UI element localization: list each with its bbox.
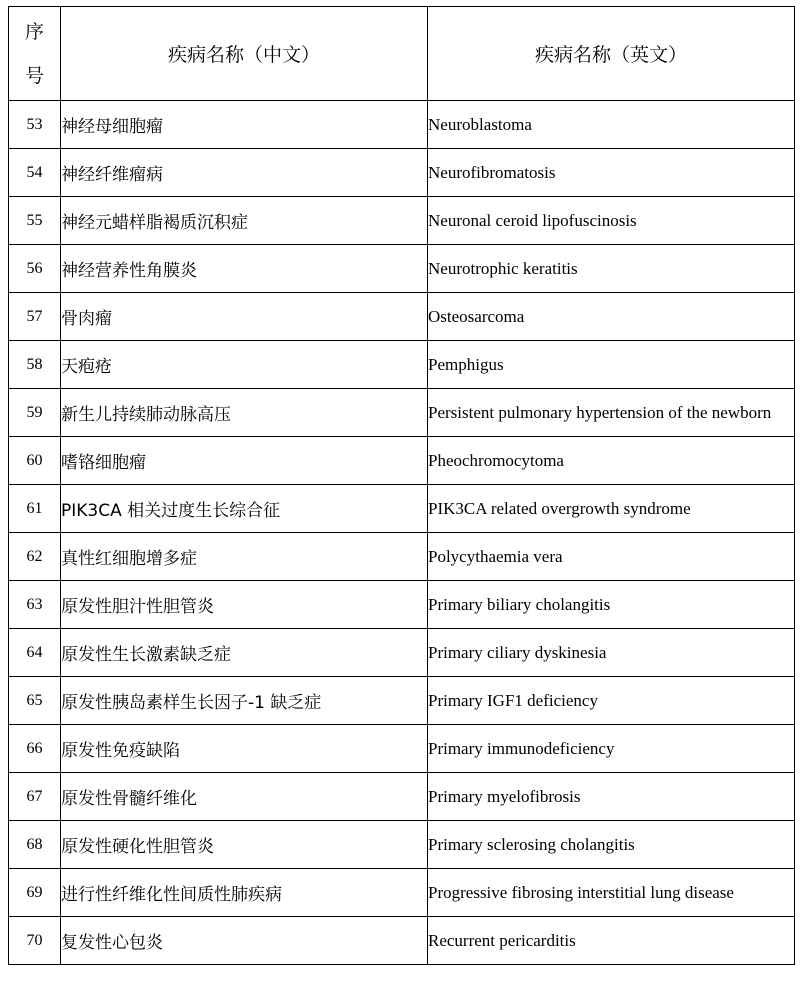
table-row xyxy=(9,821,795,869)
row-number: 56 xyxy=(9,245,61,293)
table-row xyxy=(9,629,795,677)
table-row xyxy=(9,341,795,389)
table-row xyxy=(9,917,795,965)
row-english-name: Neuroblastoma xyxy=(428,101,795,149)
row-number: 63 xyxy=(9,581,61,629)
row-chinese-name: 神经元蜡样脂褐质沉积症 xyxy=(61,197,428,245)
header-row xyxy=(9,7,795,101)
row-chinese-name: 原发性免疫缺陷 xyxy=(61,725,428,773)
row-english-name: Progressive fibrosing interstitial lung disease xyxy=(428,869,795,917)
row-number: 61 xyxy=(9,485,61,533)
row-english-name: Primary ciliary dyskinesia xyxy=(428,629,795,677)
table-row xyxy=(9,581,795,629)
row-english-name: Osteosarcoma xyxy=(428,293,795,341)
row-chinese-name: 原发性胰岛素样生长因子-1 缺乏症 xyxy=(61,677,428,725)
row-number: 70 xyxy=(9,917,61,965)
row-english-name: Polycythaemia vera xyxy=(428,533,795,581)
row-chinese-name: 神经营养性角膜炎 xyxy=(61,245,428,293)
row-chinese-name: 原发性骨髓纤维化 xyxy=(61,773,428,821)
row-number: 66 xyxy=(9,725,61,773)
row-chinese-name: 原发性胆汁性胆管炎 xyxy=(61,581,428,629)
row-number: 64 xyxy=(9,629,61,677)
row-chinese-name: 神经纤维瘤病 xyxy=(61,149,428,197)
row-number: 57 xyxy=(9,293,61,341)
header-number-line1: 序 xyxy=(24,20,44,43)
row-english-name: Primary biliary cholangitis xyxy=(428,581,795,629)
table-row xyxy=(9,437,795,485)
table-row xyxy=(9,485,795,533)
row-chinese-name: 骨肉瘤 xyxy=(61,293,428,341)
row-english-name: Persistent pulmonary hypertension of the newborn xyxy=(428,389,795,437)
table-row xyxy=(9,149,795,197)
row-number: 62 xyxy=(9,533,61,581)
table-row xyxy=(9,101,795,149)
row-english-name: Primary sclerosing cholangitis xyxy=(428,821,795,869)
row-english-name: Primary myelofibrosis xyxy=(428,773,795,821)
row-chinese-name: 真性红细胞增多症 xyxy=(61,533,428,581)
table-row xyxy=(9,869,795,917)
row-number: 60 xyxy=(9,437,61,485)
row-number: 58 xyxy=(9,341,61,389)
row-number: 55 xyxy=(9,197,61,245)
table-row xyxy=(9,533,795,581)
row-english-name: PIK3CA related overgrowth syndrome xyxy=(428,485,795,533)
row-number: 59 xyxy=(9,389,61,437)
disease-table xyxy=(8,6,795,965)
header-number xyxy=(9,7,61,101)
row-chinese-name: 原发性硬化性胆管炎 xyxy=(61,821,428,869)
table-row xyxy=(9,197,795,245)
row-number: 53 xyxy=(9,101,61,149)
row-english-name: Pemphigus xyxy=(428,341,795,389)
row-chinese-name: 嗜铬细胞瘤 xyxy=(61,437,428,485)
table-row xyxy=(9,725,795,773)
row-number: 69 xyxy=(9,869,61,917)
row-english-name: Neurotrophic keratitis xyxy=(428,245,795,293)
header-english-name: 疾病名称（英文） xyxy=(428,7,795,101)
table-header xyxy=(9,7,795,101)
row-english-name: Recurrent pericarditis xyxy=(428,917,795,965)
row-english-name: Primary immunodeficiency xyxy=(428,725,795,773)
row-english-name: Neurofibromatosis xyxy=(428,149,795,197)
row-chinese-name: 新生儿持续肺动脉高压 xyxy=(61,389,428,437)
row-number: 54 xyxy=(9,149,61,197)
row-chinese-name: 天疱疮 xyxy=(61,341,428,389)
table-row xyxy=(9,245,795,293)
table-body xyxy=(9,101,795,965)
row-english-name: Neuronal ceroid lipofuscinosis xyxy=(428,197,795,245)
table-row xyxy=(9,773,795,821)
table-row xyxy=(9,677,795,725)
row-chinese-name: PIK3CA 相关过度生长综合征 xyxy=(61,485,428,533)
header-number-line2: 号 xyxy=(24,64,44,87)
row-chinese-name: 复发性心包炎 xyxy=(61,917,428,965)
table-row xyxy=(9,293,795,341)
row-english-name: Primary IGF1 deficiency xyxy=(428,677,795,725)
row-chinese-name: 进行性纤维化性间质性肺疾病 xyxy=(61,869,428,917)
row-number: 67 xyxy=(9,773,61,821)
row-english-name: Pheochromocytoma xyxy=(428,437,795,485)
row-chinese-name: 神经母细胞瘤 xyxy=(61,101,428,149)
row-number: 68 xyxy=(9,821,61,869)
table-row xyxy=(9,389,795,437)
header-chinese-name: 疾病名称（中文） xyxy=(61,7,428,101)
row-chinese-name: 原发性生长激素缺乏症 xyxy=(61,629,428,677)
row-number: 65 xyxy=(9,677,61,725)
